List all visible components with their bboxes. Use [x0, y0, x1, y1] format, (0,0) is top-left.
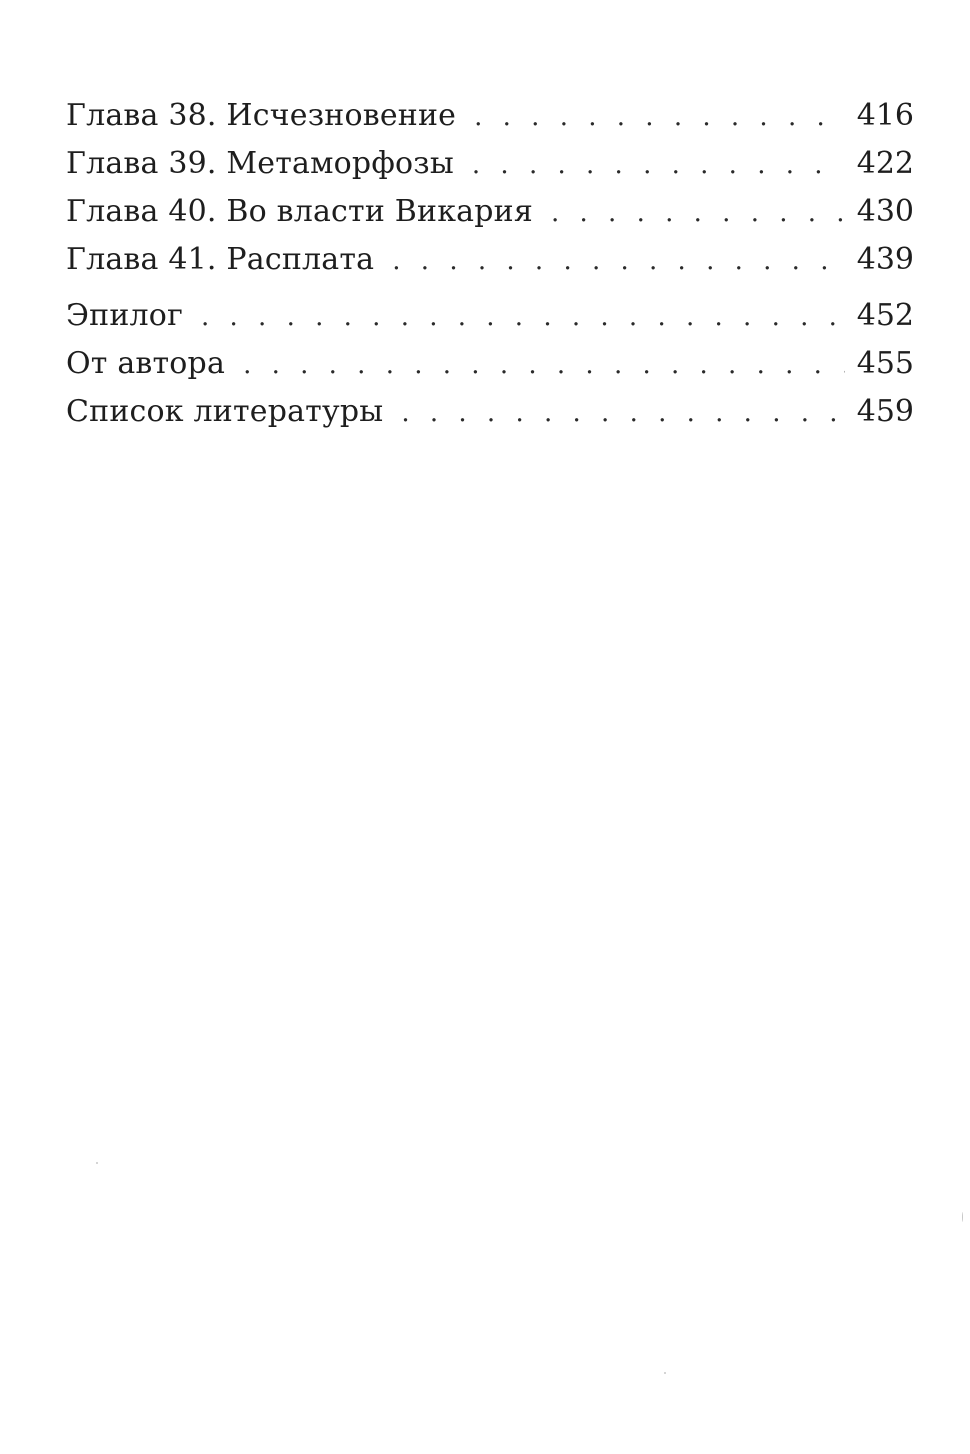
toc-entry-page: 439	[856, 242, 914, 277]
toc-entry	[66, 188, 914, 236]
toc-entry-page: 430	[856, 194, 914, 229]
table-of-contents	[66, 92, 914, 436]
toc-entry	[66, 140, 914, 188]
dot-leader	[474, 93, 845, 141]
toc-entry-page: 422	[856, 146, 914, 181]
paper-speck	[962, 1212, 963, 1222]
toc-entry-page: 452	[856, 298, 914, 333]
toc-entry-title: Глава 41. Расплата	[66, 242, 375, 277]
dot-leader	[243, 341, 845, 389]
dot-leader	[392, 237, 844, 285]
toc-entry-page: 459	[856, 394, 914, 429]
toc-entry	[66, 236, 914, 284]
toc-entry-title: Глава 38. Исчезновение	[66, 98, 457, 133]
paper-speck	[664, 1372, 666, 1374]
toc-entry-page: 416	[856, 98, 914, 133]
dot-leader	[472, 141, 845, 189]
toc-entry-title: Глава 40. Во власти Викария	[66, 194, 533, 229]
toc-entry	[66, 388, 914, 436]
toc-entry	[66, 340, 914, 388]
toc-entry-title: Глава 39. Метаморфозы	[66, 146, 454, 181]
paper-speck	[96, 1162, 98, 1164]
dot-leader	[401, 389, 844, 437]
toc-entry-title: От автора	[66, 346, 226, 381]
toc-entry-title: Список литературы	[66, 394, 384, 429]
toc-entry-page: 455	[856, 346, 914, 381]
toc-entry	[66, 92, 914, 140]
dot-leader	[551, 189, 845, 237]
toc-entry-title: Эпилог	[66, 298, 183, 333]
dot-leader	[201, 293, 845, 341]
toc-entry	[66, 292, 914, 340]
